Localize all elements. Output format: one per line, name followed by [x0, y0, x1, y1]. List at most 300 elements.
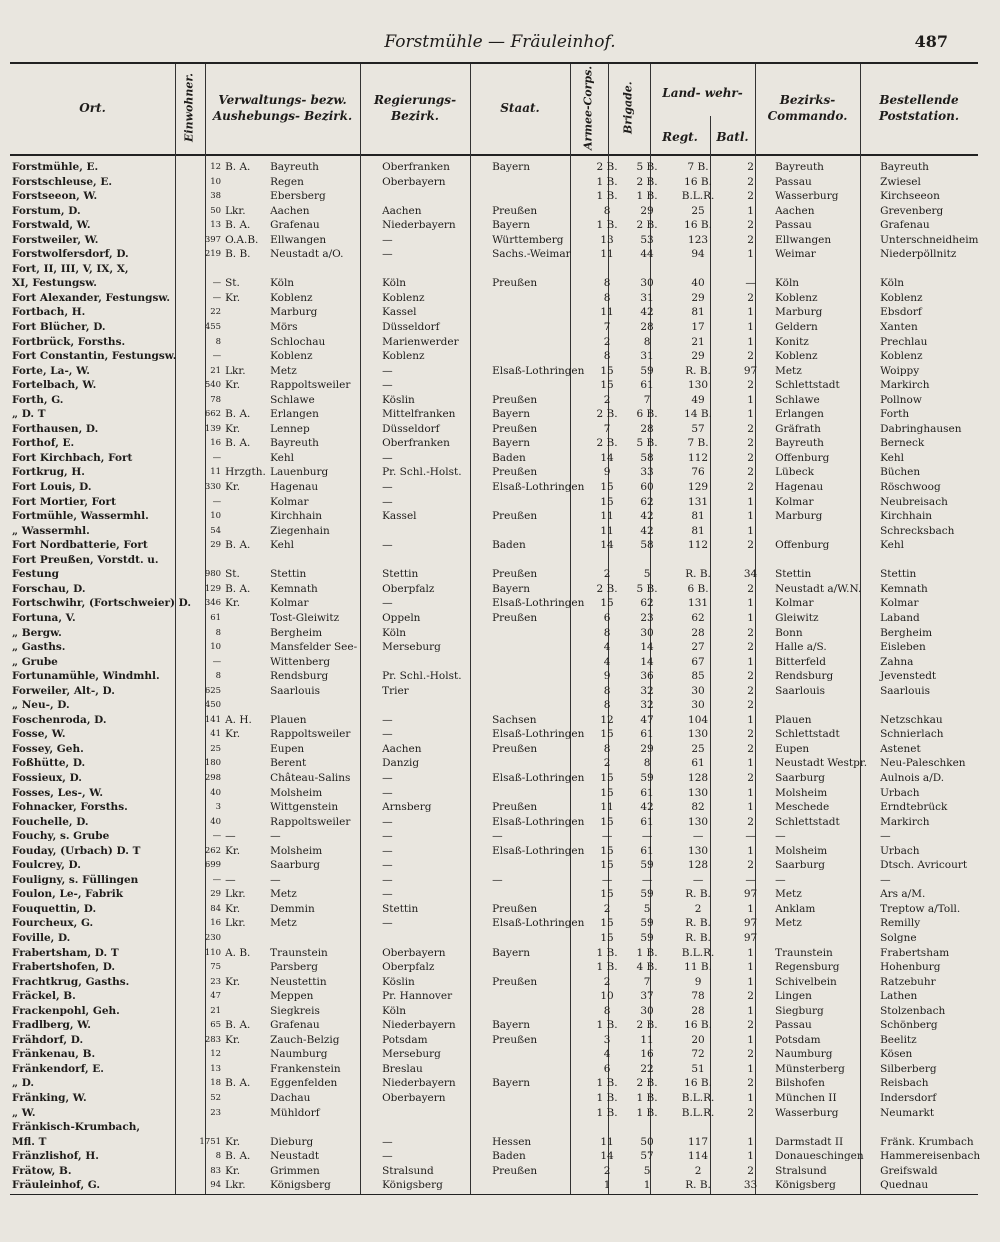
cell-staat: Preußen — [492, 1033, 538, 1046]
table-row — [10, 218, 996, 233]
cell-einwohner: 141 — [204, 714, 222, 725]
cell-bezirk: Wittgenstein — [270, 801, 339, 814]
cell-einwohner: 22 — [210, 307, 222, 318]
cell-brigade: 5 B. — [636, 582, 658, 595]
cell-staat — [488, 931, 588, 946]
cell-regierungsbezirk: Oberfranken — [382, 161, 450, 173]
cell-poststation: Stettin — [880, 568, 917, 581]
cell-armeecorps: 1 B. — [596, 1019, 618, 1032]
cell-poststation: Unterschneidheim — [880, 233, 979, 246]
cell-verwaltungsart: Lkr. — [225, 917, 246, 930]
cell-brigade: 16 — [640, 1048, 654, 1061]
cell-regierungsbezirk: — — [382, 728, 393, 741]
cell-ort: „ Bergw. — [12, 626, 62, 639]
cell-regierungsbezirk: Oberbayern — [382, 175, 446, 188]
cell-brigade: 30 — [640, 1004, 654, 1017]
cell-einwohner: 625 — [204, 685, 222, 696]
cell-bezirkskommando: Kolmar — [775, 597, 814, 610]
cell-verwaltungsart: Kr. — [225, 902, 241, 915]
cell-armeecorps: 7 — [603, 321, 611, 334]
cell-verwaltungsart — [223, 553, 268, 568]
cell-landwehr-regt: 61 — [691, 757, 705, 770]
cell-brigade: 31 — [640, 350, 654, 363]
cell-bezirkskommando: Saarlouis — [775, 684, 825, 697]
cell-brigade: 59 — [640, 364, 654, 377]
cell-landwehr-regt: R. B. — [685, 364, 711, 377]
cell-einwohner: 283 — [204, 1034, 222, 1045]
cell-regierungsbezirk: Stralsund — [382, 1164, 434, 1177]
cell-einwohner: 16 — [210, 918, 222, 929]
cell-ort: „ Grube — [12, 655, 58, 668]
cell-poststation: Ars a/M. — [880, 888, 926, 901]
cell-poststation: Ebsdorf — [880, 306, 922, 319]
cell-einwohner: 12 — [210, 162, 222, 172]
cell-landwehr-regt: 11 B. — [684, 961, 712, 974]
cell-armeecorps: 2 — [603, 902, 611, 915]
cell-staat: Preußen — [492, 801, 538, 814]
cell-landwehr-batl: 2 — [747, 1106, 754, 1119]
cell-armeecorps: 11 — [600, 801, 614, 814]
cell-poststation: Kirchseeon — [880, 190, 940, 203]
cell-verwaltungsart — [223, 495, 268, 510]
cell-landwehr-batl: 2 — [747, 670, 754, 683]
cell-bezirk: Köln — [270, 277, 295, 290]
table-row — [10, 175, 996, 190]
cell-einwohner: 83 — [210, 1165, 222, 1176]
table-row — [10, 189, 996, 204]
cell-bezirkskommando: Neustadt Westpr. — [775, 757, 868, 770]
cell-poststation: Zahna — [880, 655, 914, 668]
cell-bezirk: Kolmar — [270, 597, 309, 610]
table-row — [10, 626, 996, 641]
table-row — [10, 567, 996, 582]
cell-verwaltungsart: B. A. — [225, 408, 251, 421]
cell-armeecorps: 2 — [603, 975, 611, 988]
cell-bezirk: Regen — [270, 175, 304, 188]
cell-regierungsbezirk: Niederbayern — [382, 219, 456, 232]
cell-verwaltungsart — [223, 640, 268, 655]
cell-landwehr-regt: 27 — [691, 641, 705, 654]
cell-verwaltungsart — [223, 684, 268, 699]
cell-einwohner: 52 — [210, 1093, 222, 1103]
cell-staat: Sachsen — [492, 713, 537, 726]
cell-poststation: Remilly — [880, 917, 921, 930]
cell-brigade: 1 — [643, 1179, 651, 1192]
table-row — [10, 364, 996, 379]
cell-brigade: 5 B. — [636, 437, 658, 450]
table-header — [10, 64, 978, 154]
cell-staat — [488, 291, 588, 306]
cell-regierungsbezirk: Merseburg — [382, 1048, 441, 1061]
cell-poststation: Schnierlach — [880, 728, 944, 741]
cell-einwohner: 41 — [210, 729, 222, 740]
cell-bezirk: Metz — [270, 917, 297, 930]
cell-landwehr-regt: 29 — [691, 291, 705, 304]
cell-landwehr-batl: 33 — [743, 1179, 758, 1192]
cell-landwehr-regt: 81 — [691, 510, 705, 523]
cell-regierungsbezirk: Köln — [382, 626, 407, 639]
cell-bezirk: Grafenau — [270, 1019, 320, 1032]
cell-regierungsbezirk — [378, 698, 488, 713]
cell-landwehr-batl: 2 — [747, 175, 754, 188]
cell-poststation: Dabringhausen — [880, 422, 962, 435]
cell-landwehr-regt: 67 — [691, 655, 705, 668]
cell-bezirkskommando: Lingen — [775, 990, 812, 1003]
cell-staat: Bayern — [492, 219, 530, 232]
cell-bezirk: Eggenfelden — [270, 1077, 338, 1090]
cell-einwohner: 23 — [210, 1107, 222, 1118]
cell-bezirk — [268, 931, 378, 946]
cell-bezirk: Berent — [270, 757, 307, 770]
cell-poststation: Saarlouis — [880, 684, 930, 697]
cell-ort: Fouquettin, D. — [12, 902, 97, 915]
cell-armeecorps: 10 — [600, 990, 614, 1003]
cell-bezirkskommando: Potsdam — [775, 1033, 821, 1046]
cell-verwaltungsart — [223, 175, 268, 190]
cell-verwaltungsart — [223, 349, 268, 364]
cell-regierungsbezirk: Köslin — [382, 393, 415, 406]
cell-poststation: Kehl — [880, 539, 904, 552]
cell-bezirk: Ellwangen — [270, 233, 327, 246]
table-row — [10, 946, 996, 961]
cell-armeecorps: 3 — [603, 1033, 611, 1046]
cell-brigade: 44 — [640, 248, 654, 261]
cell-einwohner: 540 — [204, 380, 222, 391]
cell-poststation: Treptow a/Toll. — [880, 902, 961, 915]
cell-armeecorps: 15 — [600, 815, 614, 828]
cell-ort: Fort Louis, D. — [12, 481, 92, 494]
cell-regierungsbezirk: Trier — [382, 684, 409, 697]
cell-regierungsbezirk — [378, 1120, 488, 1135]
cell-bezirkskommando: — — [775, 830, 786, 843]
cell-ort: Foschenroda, D. — [12, 713, 107, 726]
cell-poststation: Laband — [880, 611, 920, 624]
cell-landwehr-regt: 16 B. — [684, 219, 712, 232]
cell-bezirkskommando: Bitterfeld — [775, 655, 826, 668]
cell-bezirkskommando: Passau — [775, 1019, 812, 1032]
cell-ort: Fortschwihr, (Fortschweier) D. — [12, 597, 192, 610]
cell-poststation: Neu-Paleschken — [880, 757, 966, 770]
cell-einwohner: 139 — [204, 423, 222, 434]
cell-landwehr-batl: 1 — [747, 844, 754, 857]
cell-staat: Preußen — [492, 393, 538, 406]
cell-landwehr-batl: 1 — [747, 204, 754, 217]
cell-poststation: Eisleben — [880, 641, 926, 654]
cell-armeecorps: 15 — [600, 495, 614, 508]
cell-verwaltungsart — [223, 451, 268, 466]
cell-bezirk — [268, 698, 378, 713]
table-row — [10, 1076, 996, 1091]
cell-regierungsbezirk: — — [382, 597, 393, 610]
cell-landwehr-regt: 16 B. — [684, 175, 712, 188]
cell-landwehr-regt: 131 — [688, 597, 709, 610]
cell-bezirkskommando: Wasserburg — [775, 190, 839, 203]
cell-poststation: Xanten — [880, 321, 918, 334]
cell-landwehr-batl: 2 — [747, 422, 754, 435]
cell-regierungsbezirk: Oppeln — [382, 611, 421, 624]
cell-bezirk — [268, 1120, 378, 1135]
cell-landwehr-batl: 2 — [747, 1019, 754, 1032]
cell-landwehr-regt: R. B. — [685, 917, 711, 930]
cell-bezirkskommando: Meschede — [775, 801, 830, 814]
cell-armeecorps: 8 — [603, 350, 611, 363]
cell-bezirk: Koblenz — [270, 291, 313, 304]
cell-bezirkskommando: Passau — [775, 175, 812, 188]
cell-armeecorps: 8 — [603, 699, 611, 712]
cell-landwehr-batl: 2 — [747, 291, 754, 304]
cell-regierungsbezirk: Arnsberg — [382, 801, 432, 814]
cell-landwehr-regt: 128 — [688, 771, 709, 784]
cell-ort: Fouday, (Urbach) D. T — [12, 844, 141, 857]
cell-bezirkskommando: Darmstadt II — [775, 1135, 844, 1148]
cell-einwohner: — — [212, 656, 222, 667]
cell-verwaltungsart: Lkr. — [225, 364, 246, 377]
cell-landwehr-regt: — — [692, 873, 704, 886]
cell-regierungsbezirk: — — [382, 815, 393, 828]
cell-verwaltungsart — [223, 626, 268, 641]
cell-brigade: 2 B. — [636, 219, 658, 232]
cell-regierungsbezirk: — — [382, 873, 393, 886]
cell-brigade: 59 — [640, 859, 654, 872]
cell-staat: Elsaß-Lothringen — [492, 815, 585, 828]
table-row — [10, 451, 996, 466]
cell-poststation: Markirch — [880, 815, 930, 828]
cell-ort: Fräuleinhof, G. — [12, 1179, 101, 1192]
cell-armeecorps: 8 — [603, 626, 611, 639]
cell-landwehr-regt: 104 — [688, 713, 709, 726]
cell-bezirk: Dieburg — [270, 1135, 314, 1148]
table-row — [10, 1149, 996, 1164]
cell-ort: Foulon, Le-, Fabrik — [12, 888, 124, 901]
cell-landwehr-batl: 1 — [747, 786, 754, 799]
cell-brigade: 5 — [643, 1164, 651, 1177]
cell-ort: „ D. T — [12, 408, 46, 421]
cell-brigade: 1 B. — [636, 190, 658, 203]
cell-ort: Fortuna, V. — [12, 611, 76, 624]
cell-landwehr-batl: 1 — [747, 946, 754, 959]
cell-armeecorps: 2 — [603, 757, 611, 770]
cell-bezirkskommando — [773, 524, 878, 539]
cell-armeecorps: 8 — [603, 684, 611, 697]
cell-bezirkskommando: Gleiwitz — [775, 611, 819, 624]
table-row — [10, 1018, 996, 1033]
cell-landwehr-batl: 2 — [747, 1164, 754, 1177]
cell-bezirk: Neustettin — [270, 975, 327, 988]
cell-staat — [488, 626, 588, 641]
table-row — [10, 1033, 996, 1048]
table-row — [10, 247, 996, 262]
cell-armeecorps: 9 — [603, 466, 611, 479]
cell-ort: Forstseeon, W. — [12, 190, 98, 203]
cell-ort: Fortbach, H. — [12, 306, 86, 319]
cell-staat — [488, 786, 588, 801]
cell-poststation: Indersdorf — [880, 1092, 937, 1104]
table-row — [10, 422, 996, 437]
cell-landwehr-regt: 51 — [691, 1062, 705, 1075]
cell-einwohner: 40 — [210, 816, 222, 827]
cell-regierungsbezirk: Kassel — [382, 306, 417, 319]
cell-staat — [488, 1047, 588, 1062]
cell-landwehr-batl: 34 — [743, 568, 758, 581]
cell-armeecorps: 14 — [600, 539, 614, 552]
cell-einwohner: — — [212, 278, 222, 289]
table-row — [10, 276, 996, 291]
cell-brigade: 50 — [640, 1135, 654, 1148]
cell-poststation: Kösen — [880, 1048, 913, 1061]
cell-bezirkskommando — [773, 931, 878, 946]
cell-armeecorps: 2 B. — [596, 582, 618, 595]
cell-landwehr-batl: 2 — [747, 466, 754, 479]
cell-staat — [488, 960, 588, 975]
cell-landwehr-batl — [728, 553, 773, 568]
cell-bezirk: Meppen — [270, 990, 314, 1003]
table-row — [10, 233, 996, 248]
cell-verwaltungsart — [223, 189, 268, 204]
cell-armeecorps: 15 — [600, 859, 614, 872]
cell-brigade: 5 — [643, 568, 651, 581]
cell-landwehr-batl: 1 — [747, 1033, 754, 1046]
cell-regierungsbezirk: Merseburg — [382, 641, 441, 654]
cell-ort: Fortkrug, H. — [12, 466, 85, 479]
cell-einwohner: 455 — [204, 322, 222, 333]
cell-armeecorps: 15 — [600, 597, 614, 610]
cell-armeecorps: 6 — [603, 611, 611, 624]
cell-bezirkskommando: Offenburg — [775, 539, 830, 552]
cell-verwaltungsart: St. — [225, 277, 240, 290]
cell-landwehr-regt: B.L.R. — [681, 946, 715, 959]
cell-bezirkskommando: Molsheim — [775, 844, 828, 857]
cell-bezirkskommando: München II — [775, 1092, 837, 1104]
table-row — [10, 989, 996, 1004]
cell-bezirkskommando: — — [775, 873, 786, 886]
cell-staat — [488, 989, 588, 1004]
cell-landwehr-batl: 2 — [747, 437, 754, 450]
cell-landwehr-regt: 28 — [691, 1004, 705, 1017]
cell-armeecorps: 15 — [600, 728, 614, 741]
cell-verwaltungsart — [223, 756, 268, 771]
cell-landwehr-regt: 130 — [688, 815, 709, 828]
cell-staat — [488, 378, 588, 393]
cell-poststation: Kolmar — [880, 597, 919, 610]
cell-poststation: Netzschkau — [880, 713, 943, 726]
cell-verwaltungsart: — — [225, 830, 236, 843]
cell-regierungsbezirk: — — [382, 1150, 393, 1163]
cell-einwohner — [193, 553, 223, 568]
cell-armeecorps: 11 — [600, 306, 614, 319]
cell-poststation: Solgne — [880, 931, 917, 944]
cell-brigade: 36 — [640, 670, 654, 683]
cell-regierungsbezirk: — — [382, 233, 393, 246]
cell-brigade: 6 B. — [636, 408, 658, 421]
cell-brigade: 59 — [640, 917, 654, 930]
cell-landwehr-regt: R. B. — [685, 1179, 711, 1192]
cell-bezirk — [268, 262, 378, 277]
cell-brigade: 28 — [640, 422, 654, 435]
cell-bezirk: Mansfelder See- — [270, 641, 358, 654]
cell-landwehr-regt: 14 B. — [684, 408, 712, 421]
cell-bezirk: Château-Salins — [270, 771, 351, 784]
cell-einwohner: 450 — [204, 700, 222, 711]
cell-bezirk: Mörs — [270, 321, 298, 334]
cell-einwohner: 47 — [210, 991, 222, 1002]
cell-verwaltungsart — [223, 989, 268, 1004]
cell-staat: Bayern — [492, 161, 530, 173]
cell-landwehr-batl: 2 — [747, 451, 754, 464]
cell-staat: Preußen — [492, 568, 538, 581]
col-header-regierungsbezirk: Regierungs- Bezirk. — [373, 92, 457, 123]
cell-armeecorps: 4 — [603, 1048, 611, 1061]
cell-ort: Fouchelle, D. — [12, 815, 89, 828]
cell-armeecorps: 1 B. — [596, 1106, 618, 1119]
cell-regierungsbezirk: Köln — [382, 1004, 407, 1017]
cell-einwohner: 397 — [204, 234, 222, 245]
cell-landwehr-batl: 1 — [747, 1135, 754, 1148]
cell-ort: Fortelbach, W. — [12, 379, 97, 392]
cell-ort: Forweiler, Alt-, D. — [12, 684, 115, 697]
col-header-brigade: Brigade. — [621, 81, 635, 135]
cell-brigade: — — [641, 830, 653, 843]
cell-armeecorps: 11 — [600, 248, 614, 261]
cell-bezirk: Metz — [270, 888, 297, 901]
cell-landwehr-regt: 94 — [691, 248, 705, 261]
cell-poststation: Kehl — [880, 451, 904, 464]
cell-ort: Forstwolfersdorf, D. — [12, 248, 129, 261]
cell-brigade — [626, 1120, 668, 1135]
cell-bezirkskommando: Stettin — [775, 568, 812, 581]
cell-bezirkskommando: Wasserburg — [775, 1106, 839, 1119]
cell-einwohner: 10 — [210, 176, 222, 187]
cell-bezirk: — — [270, 873, 281, 886]
cell-brigade: 37 — [640, 990, 654, 1003]
cell-landwehr-batl: 1 — [747, 393, 754, 406]
cell-landwehr-batl: 1 — [747, 306, 754, 319]
cell-poststation: Markirch — [880, 379, 930, 392]
cell-poststation: Berneck — [880, 437, 925, 450]
table-row — [10, 1047, 996, 1062]
cell-einwohner: 8 — [215, 1151, 222, 1162]
cell-landwehr-batl: 1 — [747, 1150, 754, 1163]
cell-verwaltungsart — [223, 320, 268, 335]
col-header-einwohner: Einwohner. — [182, 73, 196, 143]
cell-regierungsbezirk: — — [382, 771, 393, 784]
cell-brigade: 42 — [640, 524, 654, 537]
cell-armeecorps: 1 B. — [596, 1077, 618, 1090]
cell-bezirk — [268, 553, 378, 568]
cell-bezirkskommando: Schlawe — [775, 393, 820, 406]
col-header-batl: Batl. — [716, 129, 749, 144]
cell-landwehr-batl: 1 — [747, 1004, 754, 1017]
cell-einwohner: 8 — [215, 671, 222, 682]
cell-poststation: Röschwoog — [880, 481, 941, 494]
gazetteer-table — [10, 160, 996, 1193]
table-row — [10, 291, 996, 306]
cell-ort: Fohnacker, Forsths. — [12, 801, 128, 814]
cell-bezirk: Erlangen — [270, 408, 319, 421]
cell-landwehr-regt: 16 B. — [684, 1019, 712, 1032]
table-row — [10, 1120, 996, 1135]
cell-brigade: 33 — [640, 466, 654, 479]
cell-staat: Bayern — [492, 1077, 530, 1090]
cell-poststation: Silberberg — [880, 1062, 937, 1075]
cell-verwaltungsart: B. A. — [225, 437, 251, 450]
cell-bezirkskommando: Königsberg — [775, 1179, 836, 1192]
cell-einwohner: 11 — [210, 467, 222, 478]
cell-armeecorps: 15 — [600, 917, 614, 930]
cell-landwehr-batl: 1 — [747, 961, 754, 974]
cell-einwohner: 298 — [204, 772, 222, 783]
cell-brigade: 61 — [640, 815, 654, 828]
cell-bezirk: Grafenau — [270, 219, 320, 232]
